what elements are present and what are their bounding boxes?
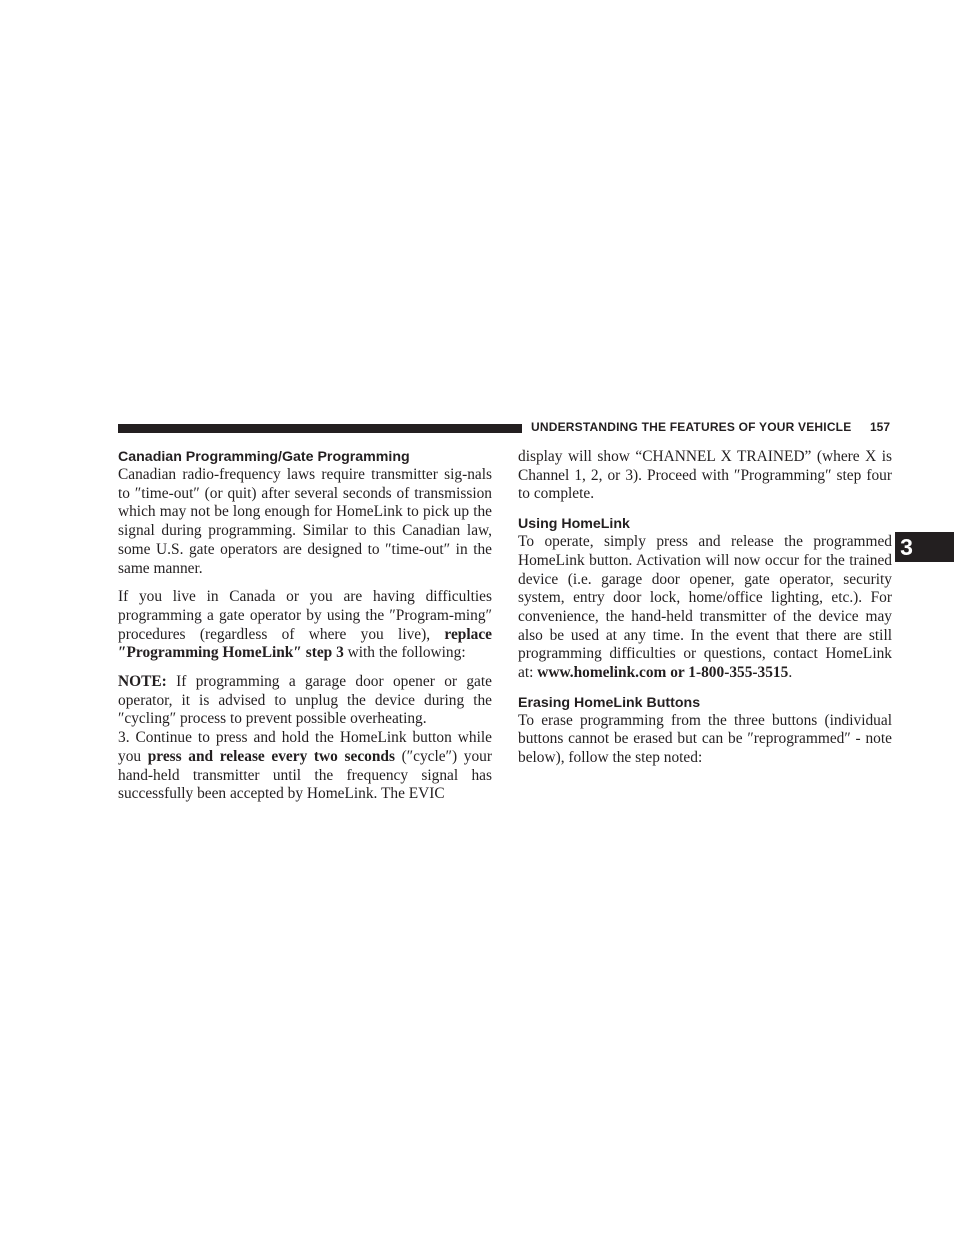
chapter-number: 3 <box>900 534 913 560</box>
note-text: If programming a garage door opener or gate operator, it is advised to unplug the device during the ″cycling″ process to prevent possible overheating. <box>118 673 492 728</box>
note-paragraph <box>118 673 492 729</box>
left-column <box>118 448 492 804</box>
chapter-tab <box>895 532 954 562</box>
text: 3. Continue to press and hold the HomeLink button while you <box>118 729 492 765</box>
heading-canadian-programming: Canadian Programming/Gate Programming <box>118 449 410 465</box>
emphasis-replace-step: replace ″Programming HomeLink″ step 3 <box>118 625 492 662</box>
heading-using-homelink: Using HomeLink <box>518 516 630 533</box>
text: . <box>788 664 793 682</box>
note-label: NOTE: <box>118 673 167 691</box>
page-number: 157 <box>870 420 891 434</box>
header-rule <box>118 424 522 433</box>
paragraph-canadian-laws: Canadian radio-frequency laws require transmitter sig-nals to ″time-out″ (or quit) after several seconds of transmission which may not be long enough for HomeLink to pick up the signal during programming. Similar to this Canadian law, some U.S. gate operators are designed to ″time-out″ in the same manner. <box>118 466 492 577</box>
text: with the following: <box>343 644 466 662</box>
text: If you live in Canada or you are having difficulties programming a gate operator by using the ″Program-ming″ procedures (regardless of where you live), <box>118 588 492 643</box>
homelink-contact: www.homelink.com or 1-800-355-3515 <box>537 664 789 682</box>
text: To operate, simply press and release the programmed HomeLink button. Activation will now occur for the trained device (i.e. garage door opener, gate operator, security system, entry door lock, home/office lighting, etc.). For convenience, the hand-held transmitter of the device may also be used at any time. In the event that there are still programming difficulties or questions, contact HomeLink at: <box>518 533 892 682</box>
paragraph-erasing-buttons: To erase programming from the three buttons (individual buttons cannot be erased but can be ″reprogrammed″ - note below), follow the step noted: <box>518 711 892 767</box>
paragraph-continuation: display will show “CHANNEL X TRAINED” (where X is Channel 1, 2, or 3). Proceed with ″Programming″ step four to complete. <box>518 448 892 503</box>
right-column <box>518 448 892 768</box>
heading-erasing-buttons: Erasing HomeLink Buttons <box>518 694 701 711</box>
paragraph-gate-operator <box>118 588 492 663</box>
text: (″cycle″) your hand-held transmitter until the frequency signal has successfully been accepted by HomeLink. The EVIC <box>118 747 492 803</box>
paragraph-step-3 <box>118 729 492 804</box>
emphasis-press-release: press and release every two seconds <box>147 747 395 765</box>
running-header-title: UNDERSTANDING THE FEATURES OF YOUR VEHICLE <box>531 420 852 434</box>
paragraph-using-homelink <box>518 533 892 683</box>
